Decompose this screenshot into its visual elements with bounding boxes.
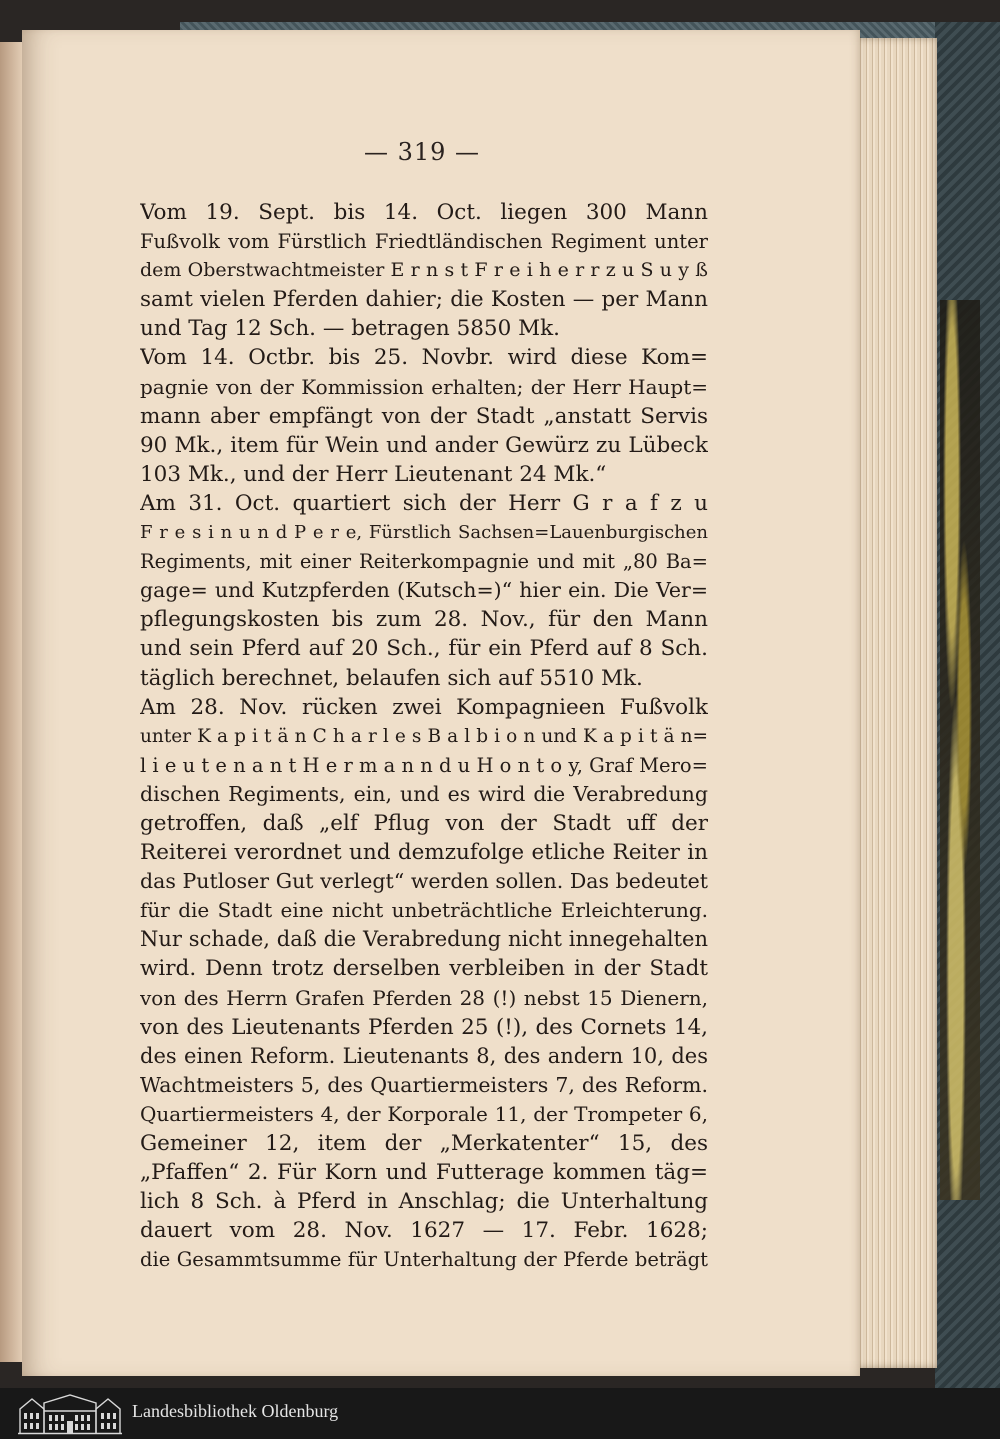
text-line: Fußvolk vom Fürstlich Friedtländischen Regiment unter bbox=[140, 230, 708, 254]
text-line: „Pfaffen“ 2. Für Korn und Futterage kommen täg= bbox=[140, 1160, 708, 1186]
text-line: F r e s i n u n d P e r e, Fürstlich Sachsen=Lauenburgischen bbox=[140, 522, 708, 544]
text-line: 90 Mk., item für Wein und ander Gewürz zu Lübeck bbox=[140, 432, 708, 458]
library-building-icon bbox=[18, 1393, 122, 1435]
text-line: die Gesammtsumme für Unterhaltung der Pferde beträgt bbox=[140, 1248, 708, 1272]
page-block-edges bbox=[857, 38, 937, 1368]
text-line: und sein Pferd auf 20 Sch., für ein Pferd auf 8 Sch. bbox=[140, 636, 708, 662]
text-line: dauert vom 28. Nov. 1627 — 17. Febr. 1628; bbox=[140, 1218, 708, 1244]
text-line: Nur schade, daß die Verabredung nicht innegehalten bbox=[140, 927, 708, 952]
text-line: des einen Reform. Lieutenants 8, des andern 10, des bbox=[140, 1043, 708, 1068]
text-line: lich 8 Sch. à Pferd in Anschlag; die Unterhaltung bbox=[140, 1189, 708, 1215]
text-line: Gemeiner 12, item der „Merkatenter“ 15, des bbox=[140, 1131, 708, 1156]
left-page-edge bbox=[0, 42, 22, 1362]
text-line: mann aber empfängt von der Stadt „anstatt Servis bbox=[140, 403, 708, 429]
library-name: Landesbibliothek Oldenburg bbox=[132, 1401, 339, 1421]
text-line: Quartiermeisters 4, der Korporale 11, der Trompeter 6, bbox=[140, 1101, 708, 1126]
page-body-text bbox=[140, 198, 708, 1274]
text-line: wird. Denn trotz derselben verbleiben in der Stadt bbox=[140, 956, 708, 982]
text-line: und Tag 12 Sch. — betragen 5850 Mk. bbox=[140, 316, 561, 342]
text-line: 103 Mk., und der Herr Lieutenant 24 Mk.“ bbox=[140, 461, 607, 487]
footer-bar bbox=[0, 1388, 1000, 1439]
text-line: pagnie von der Kommission erhalten; der Herr Haupt= bbox=[140, 374, 708, 399]
text-line: Regiments, mit einer Reiterkompagnie und mit „80 Ba= bbox=[140, 550, 708, 574]
text-line: Am 31. Oct. quartiert sich der Herr G r a f z u bbox=[140, 490, 708, 516]
text-line: Am 28. Nov. rücken zwei Kompagnieen Fußvolk bbox=[140, 694, 708, 720]
text-line: samt vielen Pferden dahier; die Kosten — per Mann bbox=[140, 287, 708, 313]
text-line: Reiterei verordnet und demzufolge etliche Reiter in bbox=[140, 840, 708, 866]
text-line: dischen Regiments, ein, und es wird die Verabredung bbox=[140, 781, 708, 806]
text-line: täglich berechnet, belaufen sich auf 5510 Mk. bbox=[140, 665, 643, 691]
page-number: — 319 — bbox=[363, 138, 481, 166]
text-line: Vom 14. Octbr. bis 25. Novbr. wird diese Kom= bbox=[140, 345, 708, 371]
text-line: von des Herrn Grafen Pferden 28 (!) nebst 15 Dienern, bbox=[140, 985, 708, 1010]
text-line: das Putloser Gut verlegt“ werden sollen. Das bedeutet bbox=[140, 869, 708, 894]
text-line: von des Lieutenants Pferden 25 (!), des Cornets 14, bbox=[140, 1014, 708, 1040]
text-line: getroffen, daß „elf Pflug von der Stadt uff der bbox=[140, 810, 708, 836]
text-line: gage= und Kutzpferden (Kutsch=)“ hier ein. Die Ver= bbox=[140, 578, 708, 603]
text-line: l i e u t e n a n t H e r m a n n d u H o n t o y, Graf Mero= bbox=[140, 753, 708, 777]
text-line: pflegungskosten bis zum 28. Nov., für den Mann bbox=[140, 607, 708, 633]
text-line: Wachtmeisters 5, des Quartiermeisters 7, des Reform. bbox=[140, 1072, 708, 1097]
text-line: unter K a p i t ä n C h a r l e s B a l b i o n und K a p i t ä n= bbox=[140, 725, 708, 747]
text-line: dem Oberstwachtmeister E r n s t F r e i h e r r z u S u y ß bbox=[140, 259, 708, 282]
text-line: für die Stadt eine nicht unbeträchtliche Erleichterung. bbox=[140, 898, 708, 923]
book-page bbox=[22, 30, 860, 1376]
text-line: Vom 19. Sept. bis 14. Oct. liegen 300 Mann bbox=[140, 200, 708, 225]
marbled-endpaper bbox=[940, 300, 980, 1200]
